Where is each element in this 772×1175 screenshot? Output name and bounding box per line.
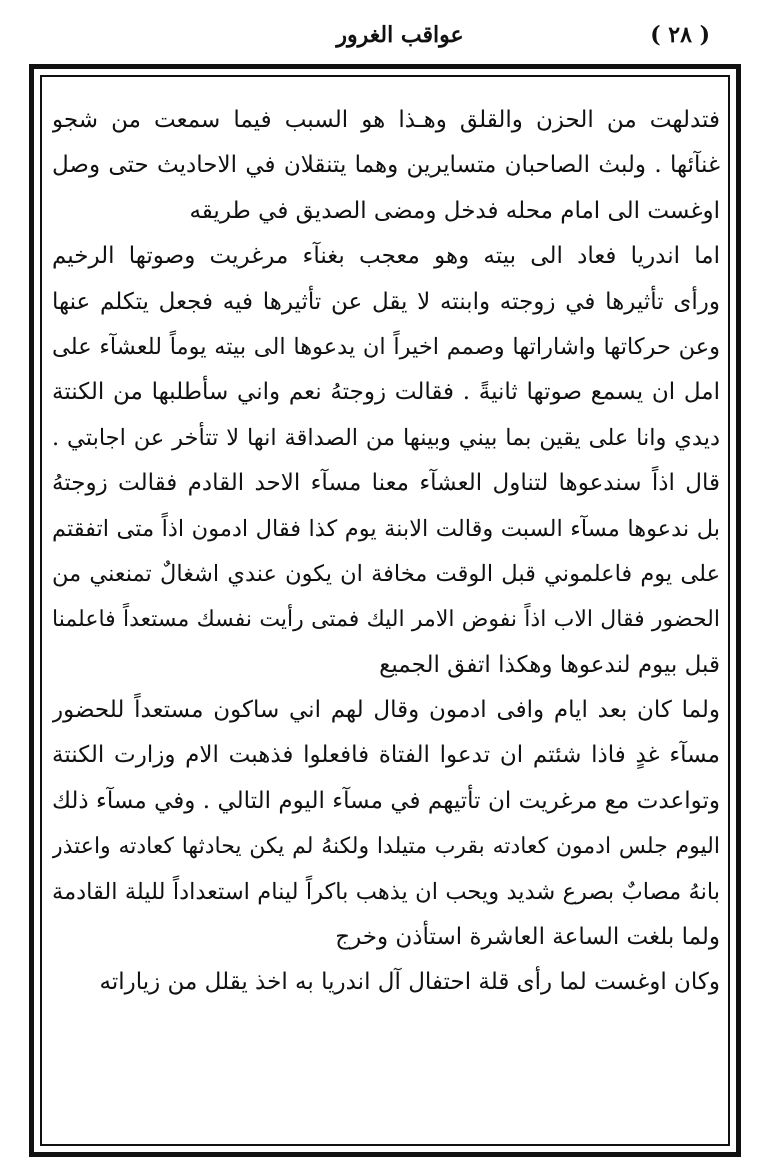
text-line: مسآء غدٍ فاذا شئتم ان تدعوا الفتاة فافعلوا فذهبت الام وزارت الكنتة [52,742,720,769]
running-title: عواقب الغرور [336,22,464,48]
text-line: الحضور فقال الاب اذاً نفوض الامر اليك فمتى رأيت نفسك مستعداً فاعلمنا [52,607,720,633]
text-line: امل ان يسمع صوتها ثانيةً . فقالت زوجتهُ نعم واني سأطلبها من الكنتة [52,379,720,406]
text-line: ولما بلغت الساعة العاشرة استأذن وخرج [335,924,720,951]
text-line: اليوم جلس ادمون كعادته بقرب متيلدا ولكنهُ لم يكن يحادثها كعادته واعتذر [52,834,720,860]
text-line: وتواعدت مع مرغريت ان تأتيهم في مسآء اليوم التالي . وفي مسآء ذلك [52,787,720,814]
text-line: وكان اوغست لما رأى قلة احتفال آل اندريا به اخذ يقلل من زياراته [99,969,720,996]
text-line: ولما كان بعد ايام وافى ادمون وقال لهم اني ساكون مستعداً للحضور [52,697,720,724]
text-line: بل ندعوها مسآء السبت وقالت الابنة يوم كذا فقال ادمون اذاً متى اتفقتم [52,515,720,542]
text-line: ديدي وانا على يقين بما بيني وبينها من الصداقة انها لا تتأخر عن اجابتي . [52,424,720,451]
text-line: وعن حركاتها واشاراتها وصمم اخيراً ان يدعوها الى بيته يوماً للعشآء على [52,333,720,360]
text-line: ورأى تأثيرها في زوجته وابنته لا يقل عن تأثيرها فيه فجعل يتكلم عنها [52,288,720,315]
text-line: بانهُ مصابٌ بصرع شديد ويحب ان يذهب باكراً لينام استعداداً لليلة القادمة [52,878,720,905]
text-line: فتدلهت من الحزن والقلق وهـذا هو السبب فيما سمعت من شجو [52,107,720,133]
body-text [52,98,720,1138]
text-line: اوغست الى امام محله فدخل ومضى الصديق في طريقه [189,197,720,224]
text-line: غنآئها . ولبث الصاحبان متسايرين وهما يتنقلان في الاحاديث حتى وصل [52,152,720,179]
text-line: اما اندريا فعاد الى بيته وهو معجب بغنآء مرغريت وصوتها الرخيم [52,243,720,270]
page-header [0,22,772,62]
text-line: على يوم فاعلموني قبل الوقت مخافة ان يكون عندي اشغالٌ تمنعني من [52,560,720,587]
text-line: قبل بيوم لندعوها وهكذا اتفق الجميع [379,651,720,678]
text-line: قال اذاً سندعوها لتناول العشآء معنا مسآء الاحد القادم فقالت زوجتهُ [52,470,720,497]
page-number: ( ٢٨ ) [650,22,710,48]
